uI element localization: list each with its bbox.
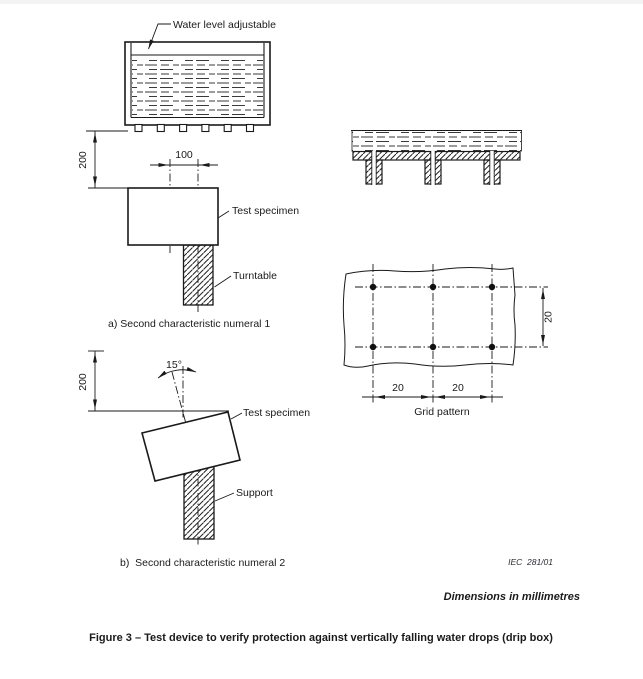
drip-plate	[353, 152, 520, 161]
turntable-shaft	[184, 245, 214, 305]
dimensions-note: Dimensions in millimetres	[443, 591, 580, 603]
page-top-strip	[0, 0, 643, 4]
footer	[89, 557, 580, 644]
tilt-angle-label: 15°	[166, 359, 182, 371]
specimen-label-b: Test specimen	[243, 407, 311, 419]
grid-h-spacing-1: 20	[392, 382, 404, 394]
support-shaft	[184, 462, 214, 539]
sub-figure-a	[86, 131, 231, 313]
height-dim-b: 200	[77, 373, 89, 391]
torn-sheet-outline	[343, 268, 515, 368]
grid-pattern	[343, 264, 548, 403]
water-level-label: Water level adjustable	[173, 19, 276, 31]
iec-drawing-ref: IEC 281/01	[508, 557, 553, 567]
grid-pattern-label: Grid pattern	[414, 406, 470, 418]
water-fill	[132, 57, 263, 117]
nozzle-cross-section	[351, 131, 522, 186]
support-label: Support	[236, 487, 273, 499]
grid-v-spacing: 20	[542, 311, 555, 323]
turntable-label: Turntable	[233, 270, 277, 282]
figure-caption: Figure 3 – Test device to verify protection against vertically falling water drops (drip box)	[89, 632, 553, 644]
sub-figure-b	[88, 351, 242, 547]
height-dim-a: 200	[77, 151, 89, 169]
drip-box-tank	[125, 24, 270, 132]
grid-h-spacing-2: 20	[452, 382, 464, 394]
test-specimen-a	[128, 188, 218, 245]
width-dim-a: 100	[175, 149, 193, 161]
caption-a: a) Second characteristic numeral 1	[108, 318, 271, 330]
caption-b: b) Second characteristic numeral 2	[120, 557, 286, 569]
test-specimen-b	[142, 412, 240, 481]
specimen-label-a: Test specimen	[232, 205, 300, 217]
